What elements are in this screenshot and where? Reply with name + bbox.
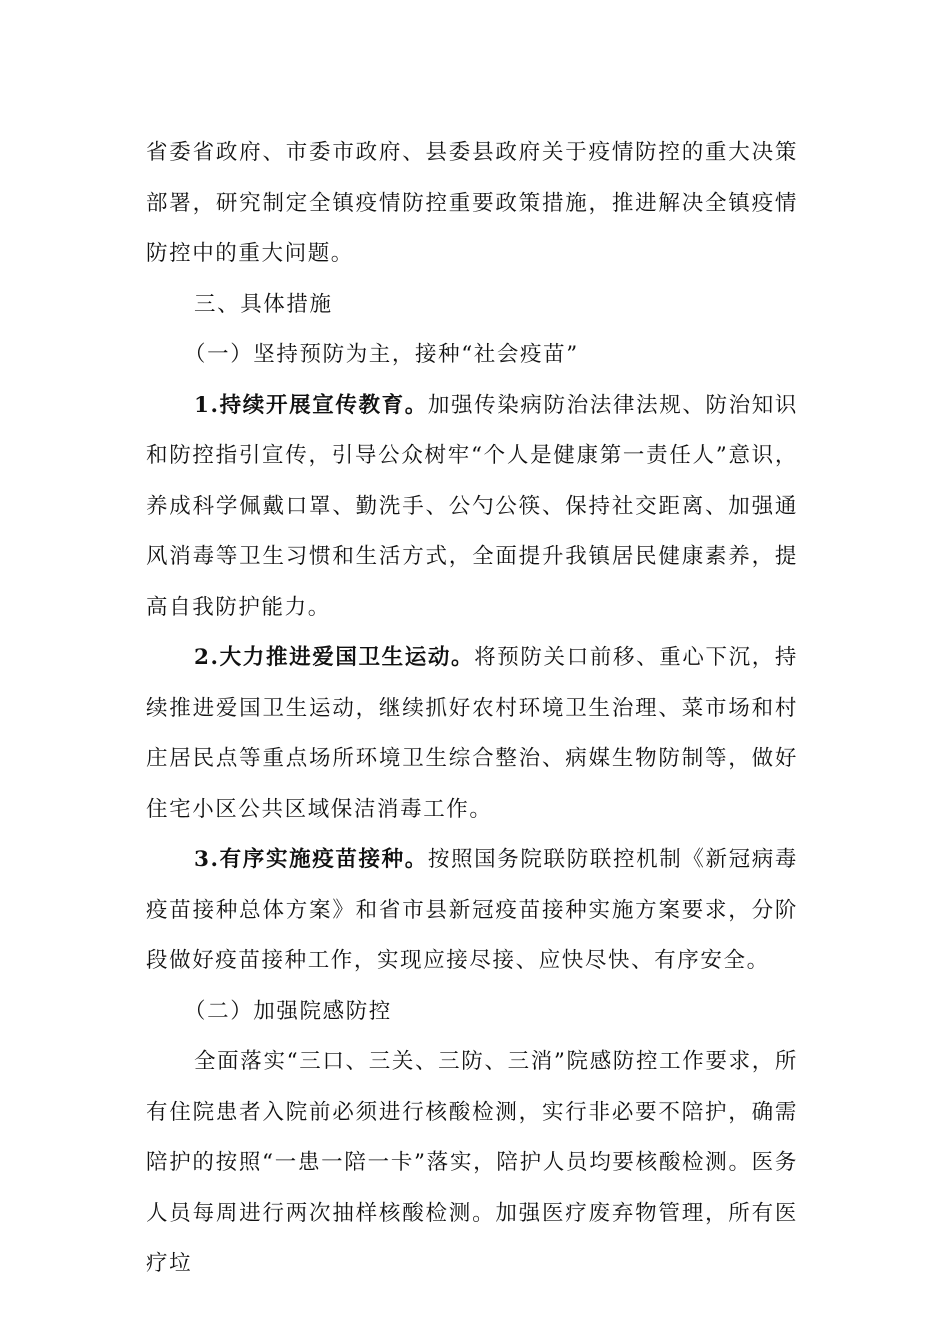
measure-paragraph-hygiene: [146, 633, 798, 835]
measure-title-publicity: 1.持续开展宣传教育。: [194, 392, 428, 418]
measure-title-vaccination: 3.有序实施疫苗接种。: [194, 847, 428, 872]
subsection-heading-prevention: （一）坚持预防为主，接种“社会疫苗”: [184, 342, 579, 367]
measure-title-hygiene: 2.大力推进爱国卫生运动。: [194, 645, 475, 670]
body-paragraph-continued: 省委省政府、市委市政府、县委县政府关于疫情防控的重大决策部署，研究制定全镇疫情防控重要政策措施，推进解决全镇疫情防控中的重大问题。: [146, 140, 798, 266]
measure-body-publicity: 加强传染病防治法律法规、防治知识和防控指引宣传，引导公众树牢“个人是健康第一责任人”意识，养成科学佩戴口罩、勤洗手、公勺公筷、保持社交距离、加强通风消毒等卫生习惯和生活方式，全面提升我镇居民健康素养，提高自我防护能力。: [146, 392, 798, 620]
section-heading-specific-measures: 三、具体措施: [194, 291, 333, 317]
body-paragraph-infection-control: 全面落实“三口、三关、三防、三消”院感防控工作要求，所有住院患者入院前必须进行核酸检测，实行非必要不陪护，确需陪护的按照“一患一陪一卡”落实，陪护人员均要核酸检测。医务人员每周进行两次抽样核酸检测。加强医疗废弃物管理，所有医疗垃: [146, 1049, 798, 1276]
measure-paragraph-vaccination: [146, 835, 798, 987]
subsection-heading-infection-control: （二）加强院感防控: [184, 998, 392, 1024]
document-page: [146, 128, 798, 1290]
measure-paragraph-publicity: [146, 381, 798, 634]
measure-body-vaccination: 按照国务院联防联控机制《新冠病毒疫苗接种总体方案》和省市县新冠疫苗接种实施方案要求，分阶段做好疫苗接种工作，实现应接尽接、应快尽快、有序安全。: [146, 847, 798, 973]
measure-body-hygiene: 将预防关口前移、重心下沉，持续推进爱国卫生运动，继续抓好农村环境卫生治理、菜市场和村庄居民点等重点场所环境卫生综合整治、病媒生物防制等，做好住宅小区公共区域保洁消毒工作。: [146, 645, 798, 822]
